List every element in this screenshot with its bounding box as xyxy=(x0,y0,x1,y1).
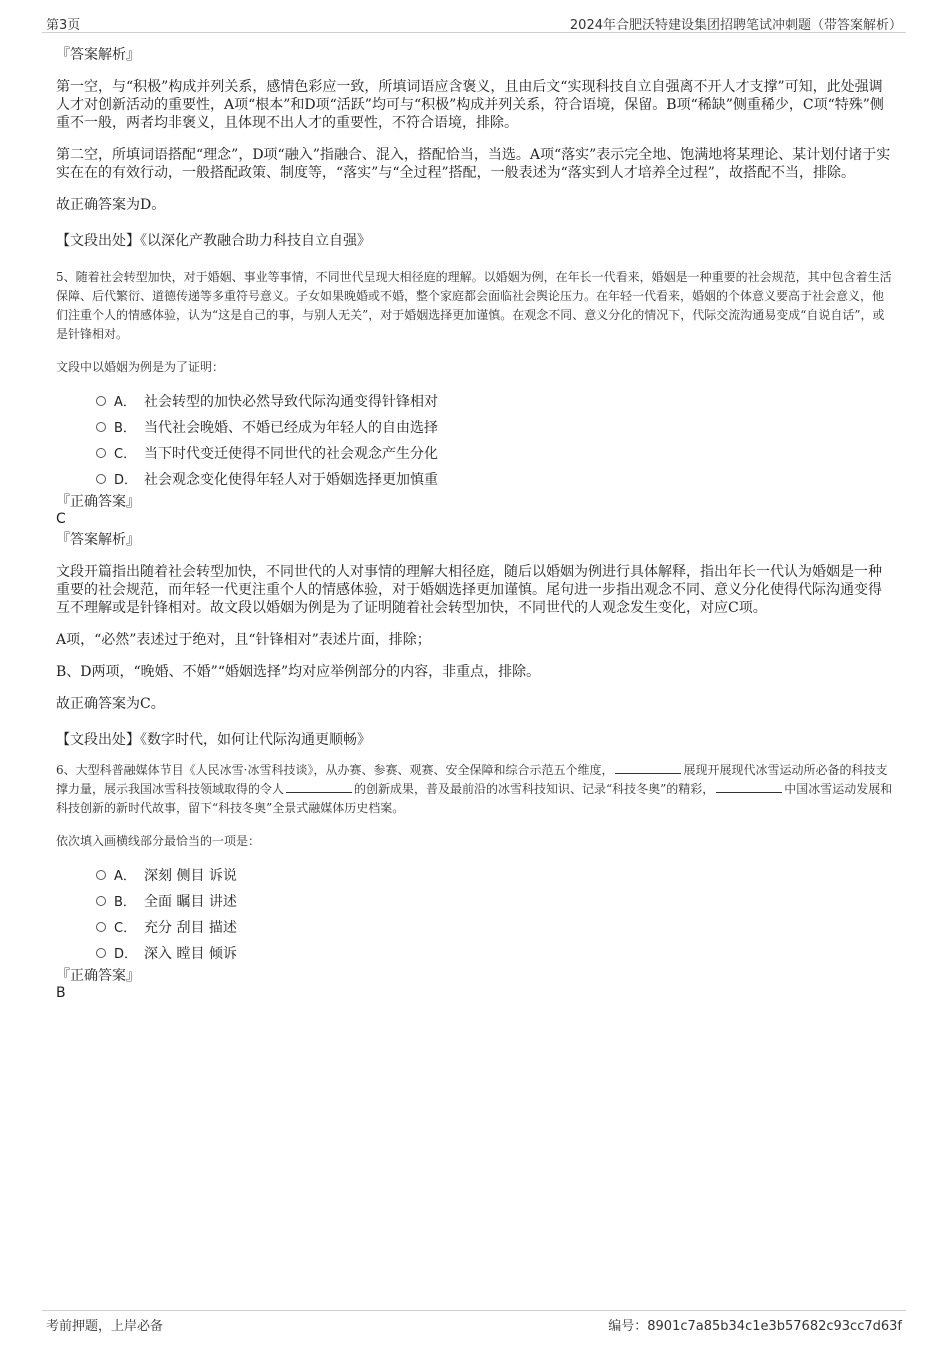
footer-slogan: 考前押题，上岸必备 xyxy=(46,1319,164,1334)
option-b[interactable]: B． 当代社会晚婚、不婚已经成为年轻人的自由选择 xyxy=(96,415,894,441)
correct-answer: C xyxy=(56,511,66,527)
page-content xyxy=(56,46,894,1001)
correct-answer: B xyxy=(56,985,66,1001)
option-d[interactable]: D． 深入 瞠目 倾诉 xyxy=(96,941,894,967)
option-d[interactable]: D． 社会观念变化使得年轻人对于婚姻选择更加慎重 xyxy=(96,467,894,493)
radio-icon[interactable] xyxy=(96,474,106,484)
blank-line xyxy=(615,761,681,774)
analysis-paragraph: 第二空，所填词语搭配“理念”，D项“融入”指融合、混入，搭配恰当，当选。A项“落实”表示完全地、饱满地将某理论、某计划付诸于实实在在的有效行动，一般搭配政策、制度等，“落实”与“全过程”搭配，一般表述为“落实到人才培养全过程”，故搭配不当，排除。 xyxy=(56,147,891,181)
blank-line xyxy=(716,780,782,793)
question-stem: 5、随着社会转型加快，对于婚姻、事业等事情，不同世代呈现大相径庭的理解。以婚姻为例，在年长一代看来，婚姻是一种重要的社会规范，其中包含着生活保障、后代繁衍、道德传递等多重符号意义。子女如果晚婚或不婚，整个家庭都会面临社会舆论压力。在年轻一代看来，婚姻的个体意义要高于社会意义，他们注重个人的情感体验，认为“这是自己的事，与别人无关”，对于婚姻选择更加谨慎。在观念不同、意义分化的情况下，代际交流沟通易变成“自说自话”，或是针锋相对。 xyxy=(56,270,892,341)
question-stem: 6、大型科普融媒体节目《人民冰雪·冰雪科技谈》，从办赛、参赛、观赛、安全保障和综合示范五个维度， 展现开展现代冰雪运动所必备的科技支撑力量，展示我国冰雪科技领域取得的令人 的创新成果，普及最前沿的冰雪科技知识、记录“科技冬奥”的精彩， 中国冰雪运动发展和科技创新的新时代故事，留下“科技冬奥”全景式融媒体历史档案。 xyxy=(56,763,893,815)
option-c[interactable]: C． 当下时代变迁使得不同世代的社会观念产生分化 xyxy=(96,441,894,467)
option-c[interactable]: C． 充分 刮目 描述 xyxy=(96,915,894,941)
answer-statement: 故正确答案为C。 xyxy=(56,696,165,712)
analysis-paragraph: 文段开篇指出随着社会转型加快，不同世代的人对事情的理解大相径庭，随后以婚姻为例进行具体解释，指出年长一代认为婚姻是一种重要的社会规范，而年轻一代更注重个人的情感体验，对于婚姻选择更加谨慎。尾句进一步指出观念不同、意义分化使得代际沟通变得互不理解或是针锋相对。故文段以婚姻为例是为了证明随着社会转型加快，不同世代的人观念发生变化，对应C项。 xyxy=(56,564,882,616)
analysis-paragraph: A项，“必然”表述过于绝对，且“针锋相对”表述片面，排除； xyxy=(56,632,431,648)
radio-icon[interactable] xyxy=(96,870,106,880)
page-number: 第3页 xyxy=(46,18,81,33)
option-list xyxy=(56,389,894,493)
radio-icon[interactable] xyxy=(96,922,106,932)
question-prompt: 文段中以婚姻为例是为了证明： xyxy=(56,360,225,374)
source-citation: 【文段出处】《以深化产教融合助力科技自立自强》 xyxy=(56,233,371,249)
question-prompt: 依次填入画横线部分最恰当的一项是： xyxy=(56,834,261,848)
analysis-paragraph: 第一空，与“积极”构成并列关系，感情色彩应一致，所填词语应含褒义，且由后文“实现科技自立自强离不开人才支撑”可知，此处强调人才对创新活动的重要性，A项“根本”和D项“活跃”均可与“积极”构成并列关系，符合语境，保留。B项“稀缺”侧重稀少，C项“特殊”侧重不一般，两者均非褒义，且体现不出人才的重要性，不符合语境，排除。 xyxy=(56,79,884,131)
radio-icon[interactable] xyxy=(96,448,106,458)
option-list xyxy=(56,863,894,967)
correct-answer-label: 『正确答案』 xyxy=(56,968,140,984)
source-citation: 【文段出处】《数字时代，如何让代际沟通更顺畅》 xyxy=(56,732,371,748)
answer-statement: 故正确答案为D。 xyxy=(56,197,166,213)
radio-icon[interactable] xyxy=(96,422,106,432)
radio-icon[interactable] xyxy=(96,948,106,958)
option-a[interactable]: A． 深刻 侧目 诉说 xyxy=(96,863,894,889)
document-title: 2024年合肥沃特建设集团招聘笔试冲刺题（带答案解析） xyxy=(569,18,902,33)
option-b[interactable]: B． 全面 瞩目 讲述 xyxy=(96,889,894,915)
option-a[interactable]: A． 社会转型的加快必然导致代际沟通变得针锋相对 xyxy=(96,389,894,415)
radio-icon[interactable] xyxy=(96,396,106,406)
radio-icon[interactable] xyxy=(96,896,106,906)
document-code: 编号：8901c7a85b34c1e3b57682c93cc7d63f xyxy=(608,1319,902,1334)
analysis-paragraph: B、D两项，“晚婚、不婚”“婚姻选择”均对应举例部分的内容，非重点，排除。 xyxy=(56,664,541,680)
analysis-label: 『答案解析』 xyxy=(56,47,140,63)
analysis-label: 『答案解析』 xyxy=(56,532,140,548)
blank-line xyxy=(286,780,352,793)
page-header xyxy=(42,14,906,33)
correct-answer-label: 『正确答案』 xyxy=(56,494,140,510)
page-footer xyxy=(42,1310,906,1334)
